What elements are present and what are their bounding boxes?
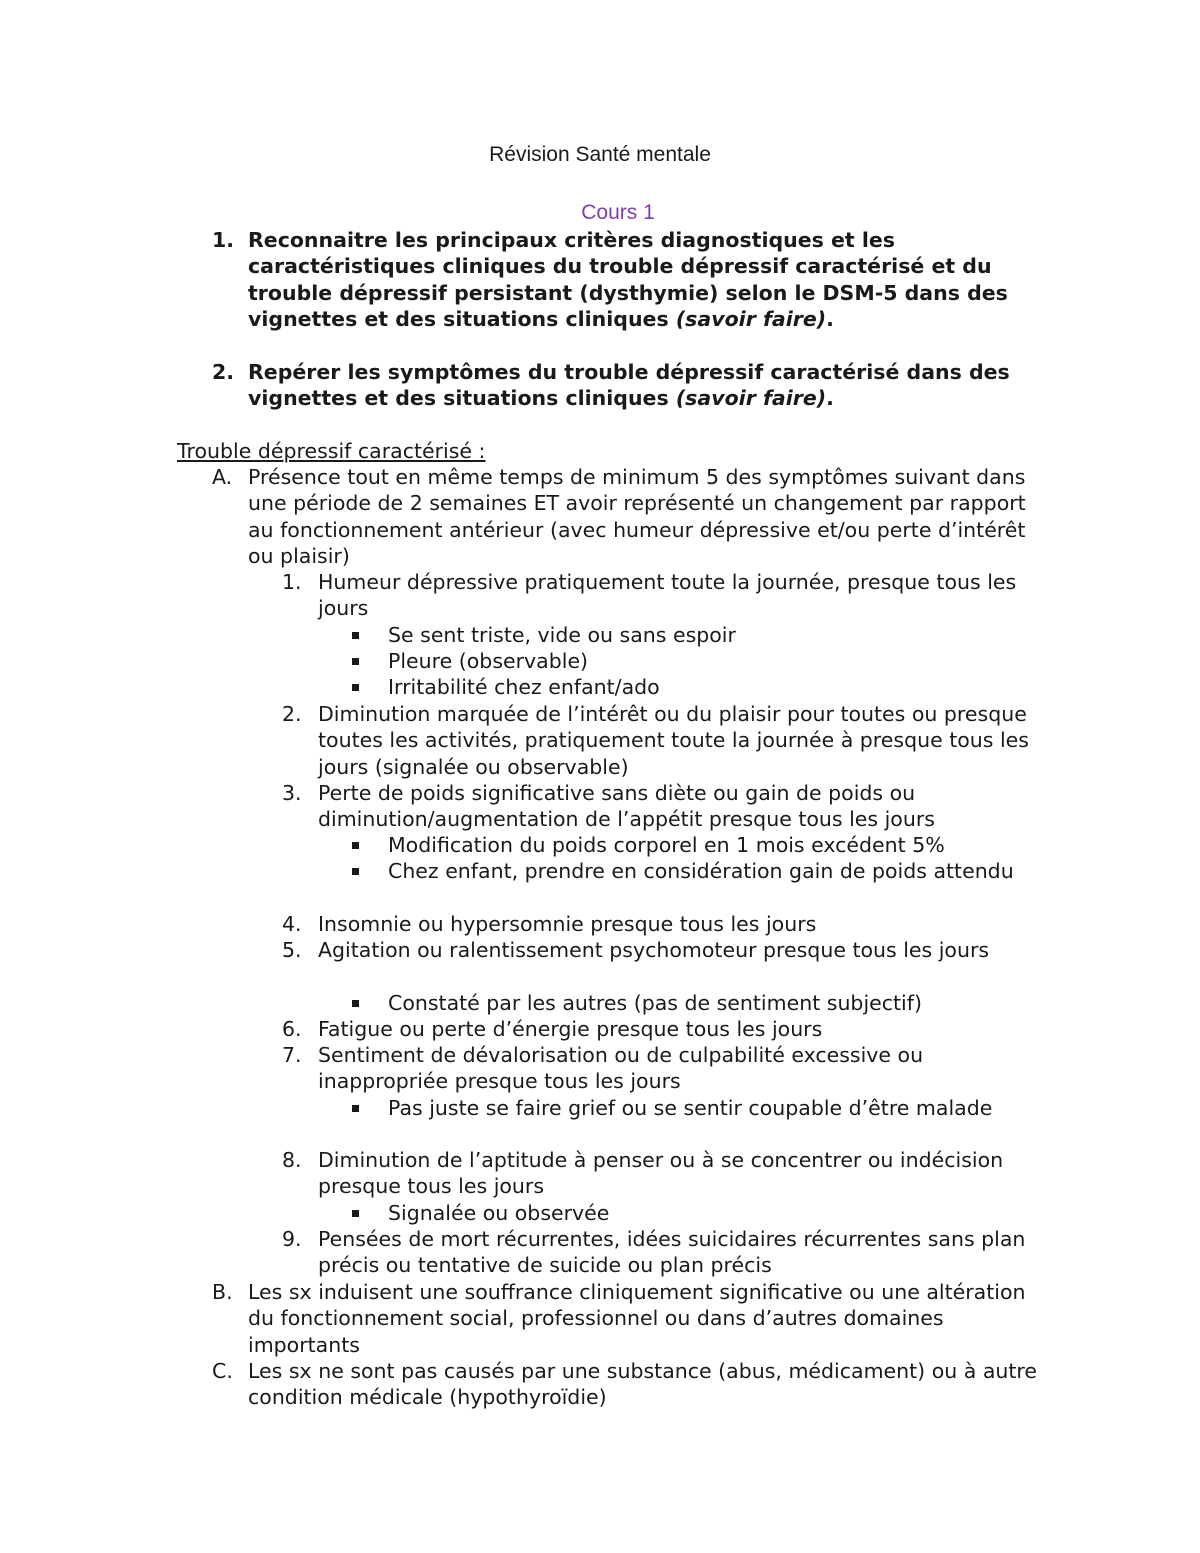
criterion-item bbox=[212, 1358, 1042, 1411]
criterion-letter: A. bbox=[212, 465, 233, 489]
bullet-icon bbox=[352, 632, 359, 639]
criterion-text: Présence tout en même temps de minimum 5 des symptômes suivant dans une période de 2 semaines ET avoir représenté un changement par rapport au fonctionnement antérieur (avec humeur dépressive et/ou perte d’intérêt ou plaisir) bbox=[248, 465, 1026, 569]
symptom-item bbox=[282, 911, 1042, 937]
bullet-icon bbox=[352, 868, 359, 875]
bullet-icon bbox=[352, 684, 359, 691]
objective-note: (savoir faire) bbox=[675, 307, 827, 332]
bullet-icon bbox=[352, 842, 359, 849]
objective-end: . bbox=[826, 307, 834, 332]
symptom-subitem bbox=[352, 858, 1042, 884]
symptom-item bbox=[282, 1226, 1042, 1279]
objective-text: Repérer les symptômes du trouble dépressif caractérisé dans des vignettes et des situations cliniques bbox=[248, 360, 1010, 411]
symptom-number: 6. bbox=[282, 1017, 302, 1041]
symptom-text: Diminution de l’aptitude à penser ou à se concentrer ou indécision presque tous les jours bbox=[318, 1148, 1004, 1199]
bullet-icon bbox=[352, 1000, 359, 1007]
symptom-subitem bbox=[352, 990, 1042, 1016]
objective-number: 2. bbox=[212, 360, 235, 384]
symptom-number: 5. bbox=[282, 938, 302, 962]
course-heading: Cours 1 bbox=[581, 201, 655, 224]
symptom-subitem bbox=[352, 674, 1042, 700]
symptom-number: 8. bbox=[282, 1148, 302, 1172]
symptom-text: Sentiment de dévalorisation ou de culpabilité excessive ou inappropriée presque tous les jours bbox=[318, 1043, 924, 1094]
objective-end: . bbox=[826, 386, 834, 411]
symptom-item bbox=[282, 701, 1042, 780]
subitem-text: Pleure (observable) bbox=[388, 649, 589, 673]
symptom-number: 7. bbox=[282, 1043, 302, 1067]
objective-text: Reconnaitre les principaux critères diagnostiques et les caractéristiques cliniques du trouble dépressif caractérisé et du trouble dépressif persistant (dysthymie) selon le DSM-5 dans des vignettes et des situations cliniques bbox=[248, 228, 1008, 332]
symptom-subitem bbox=[352, 648, 1042, 674]
symptom-text: Fatigue ou perte d’énergie presque tous les jours bbox=[318, 1017, 823, 1041]
symptom-item bbox=[282, 569, 1042, 622]
symptom-number: 2. bbox=[282, 702, 302, 726]
criterion-item bbox=[212, 1279, 1042, 1358]
symptom-item bbox=[282, 780, 1042, 833]
objective-item bbox=[212, 227, 1042, 333]
symptom-text: Perte de poids significative sans diète ou gain de poids ou diminution/augmentation de l’appétit presque tous les jours bbox=[318, 781, 935, 832]
symptom-text: Pensées de mort récurrentes, idées suicidaires récurrentes sans plan précis ou tentative de suicide ou plan précis bbox=[318, 1227, 1026, 1278]
bullet-icon bbox=[352, 1210, 359, 1217]
subitem-text: Signalée ou observée bbox=[388, 1201, 610, 1225]
subitem-text: Se sent triste, vide ou sans espoir bbox=[388, 623, 736, 647]
document-title: Révision Santé mentale bbox=[489, 143, 711, 166]
symptom-subitem bbox=[352, 832, 1042, 858]
subitem-text: Constaté par les autres (pas de sentiment subjectif) bbox=[388, 991, 922, 1015]
criterion-text: Les sx induisent une souffrance cliniquement significative ou une altération du fonctionnement social, professionnel ou dans d’autres domaines importants bbox=[248, 1280, 1026, 1357]
symptom-item bbox=[282, 1016, 1042, 1042]
objective-number: 1. bbox=[212, 228, 235, 252]
subitem-text: Modification du poids corporel en 1 mois excédent 5% bbox=[388, 833, 945, 857]
criterion-letter: B. bbox=[212, 1280, 233, 1304]
symptom-subitem bbox=[352, 1200, 1042, 1226]
symptom-subitem bbox=[352, 622, 1042, 648]
symptom-item bbox=[282, 937, 1042, 963]
section-heading: Trouble dépressif caractérisé : bbox=[177, 439, 486, 463]
criterion-letter: C. bbox=[212, 1359, 233, 1383]
symptom-text: Humeur dépressive pratiquement toute la journée, presque tous les jours bbox=[318, 570, 1017, 621]
symptom-number: 4. bbox=[282, 912, 302, 936]
bullet-icon bbox=[352, 1105, 359, 1112]
bullet-icon bbox=[352, 658, 359, 665]
symptom-subitem bbox=[352, 1095, 1042, 1121]
symptom-number: 9. bbox=[282, 1227, 302, 1251]
criterion-item bbox=[212, 464, 1042, 570]
objective-item bbox=[212, 359, 1042, 412]
subitem-text: Irritabilité chez enfant/ado bbox=[388, 675, 660, 699]
symptom-text: Diminution marquée de l’intérêt ou du plaisir pour toutes ou presque toutes les activités, pratiquement toute la journée à presque tous les jours (signalée ou observable) bbox=[318, 702, 1029, 779]
subitem-text: Chez enfant, prendre en considération gain de poids attendu bbox=[388, 859, 1014, 883]
subitem-text: Pas juste se faire grief ou se sentir coupable d’être malade bbox=[388, 1096, 993, 1120]
objective-note: (savoir faire) bbox=[675, 386, 827, 411]
symptom-item bbox=[282, 1042, 1042, 1095]
symptom-number: 3. bbox=[282, 781, 302, 805]
criterion-text: Les sx ne sont pas causés par une substance (abus, médicament) ou à autre condition médicale (hypothyroïdie) bbox=[248, 1359, 1038, 1410]
symptom-text: Insomnie ou hypersomnie presque tous les jours bbox=[318, 912, 817, 936]
symptom-item bbox=[282, 1147, 1042, 1200]
symptom-text: Agitation ou ralentissement psychomoteur presque tous les jours bbox=[318, 938, 990, 962]
symptom-number: 1. bbox=[282, 570, 302, 594]
